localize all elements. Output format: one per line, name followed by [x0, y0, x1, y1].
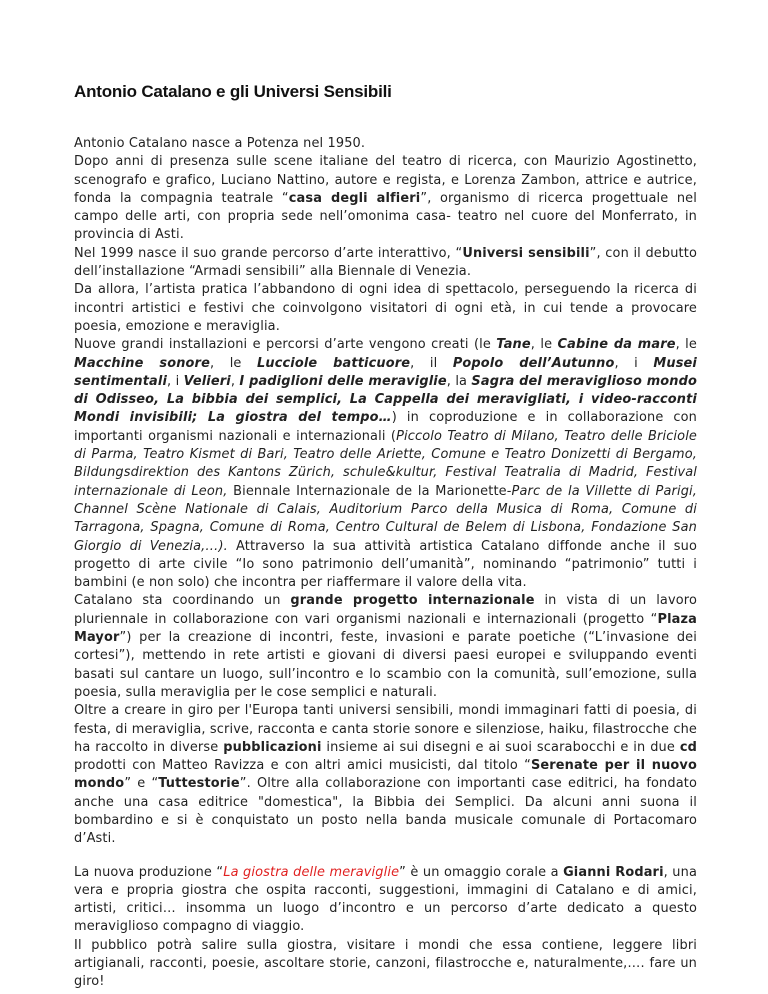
work-title: Lucciole batticuore: [257, 355, 411, 371]
partners-list: Piccolo Teatro di Milano, Teatro delle Briciole di Parma, Teatro Kismet di Bari, Teatro delle Ariette, Comune e Teatro Donizetti di Bergamo, Bildungsdirektion des Kantons Zürich, schule&kultur, Festival Teatralia di Madrid, Festival internazionale di Leon,: [74, 428, 698, 499]
paragraph-company: Dopo anni di presenza sulle scene italiane del teatro di ricerca, con Maurizio Agostinetto, scenografo e grafico, Luciano Nattino, autore e regista, e Lorenza Zambon, attrice e autrice, fonda la compagnia teatrale “casa degli alfieri”, organismo di ricerca progettuale nel campo delle arti, con propria sede nell’omonima casa- teatro nel cuore del Monferrato, in provincia di Asti.: [74, 154, 697, 243]
work-title: Sagra del meraviglioso mondo di Odisseo, La bibbia dei semplici, La Cappella dei meravigliati, i video-racconti Mondi invisibili; La giostra del tempo…: [74, 373, 698, 426]
highlight: pubblicazioni: [223, 739, 322, 755]
production-title: La giostra delle meraviglie: [223, 864, 400, 880]
cd-title: Tuttestorie: [158, 776, 240, 792]
work-title: I padiglioni delle meraviglie: [239, 373, 447, 389]
paragraph-installations: Nuove grandi installazioni e percorsi d’arte vengono creati (le Tane, le Cabine da mare, le Macchine sonore, le Lucciole batticuore, il Popolo dell’Autunno, i Musei sentimentali, i Velieri, I padiglioni delle meraviglie, la Sagra del meraviglioso mondo di Odisseo, La bibbia dei semplici, La Cappella dei meravigliati, i video-racconti Mondi invisibili; La giostra del tempo…) in coproduzione e in collaborazione con importanti organismi nazionali e internazionali (Piccolo Teatro di Milano, Teatro delle Briciole di Parma, Teatro Kismet di Bari, Teatro delle Ariette, Comune e Teatro Donizetti di Bergamo, Bildungsdirektion des Kantons Zürich, schule&kultur, Festival Teatralia di Madrid, Festival internazionale di Leon, Biennale Internazionale de la Marionette-Parc de la Villette di Parigi, Channel Scène Nationale di Calais, Auditorium Parco della Musica di Roma, Comune di Tarragona, Spagna, Comune di Roma, Centro Cultural de Belem di Lisbona, Fondazione San Giorgio di Venezia,…). Attraverso la sua attività artistica Catalano diffonde anche il suo progetto di arte civile “Io sono patrimonio dell’umanità”, nominando “patrimonio” tutti i bambini (e non solo) che incontra per riaffermare il valore della vita.: [74, 337, 698, 591]
paragraph-closing: Il pubblico potrà salire sulla giostra, visitare i mondi che essa contiene, leggere libri artigianali, racconti, poesie, ascoltare storie, canzoni, filastrocche e, naturalmente,…. fare un giro!: [74, 937, 697, 990]
cd-title: Serenate per il nuovo mondo: [74, 758, 697, 792]
document-body: [74, 135, 697, 992]
project-name: Plaza Mayor: [74, 611, 697, 646]
paragraph-spacer: [74, 849, 697, 864]
work-title: Cabine da mare: [557, 337, 676, 353]
work-title: Macchine sonore: [74, 355, 210, 371]
project-name: Universi sensibili: [462, 245, 590, 261]
paragraph-international-project: Catalano sta coordinando un grande progetto internazionale in vista di un lavoro pluriennale in collaborazione con vari organismi nazionali e internazionali (progetto “Plaza Mayor”) per la creazione di incontri, feste, invasioni e parate poetiche (“L’invasione dei cortesi”), mettendo in rete artisti e giovani di diversi paesi europei e sviluppando eventi basati sul cantare un luogo, sull’incontro e lo scambio con la comunità, sull’emozione, sulla poesia, sulla meraviglia per le cose semplici e naturali.: [74, 593, 697, 700]
partners-list: Parc de la Villette di Parigi, Channel Scène Nationale di Calais, Auditorium Parco della Musica di Roma, Comune di Tarragona, Spagna, Comune di Roma, Centro Cultural de Belem di Lisbona, Fondazione San Giorgio di Venezia,…).: [74, 483, 698, 554]
paragraph-research: Da allora, l’artista pratica l’abbandono di ogni idea di spettacolo, perseguendo la ricerca di incontri artistici e festivi che coinvolgono visitatori di ogni età, in cui tende a provocare poesia, emozione e meraviglia.: [74, 282, 697, 334]
work-title: Musei sentimentali: [74, 355, 697, 389]
highlight: cd: [679, 739, 697, 755]
paragraph-publications: Oltre a creare in giro per l'Europa tanti universi sensibili, mondi immaginari fatti di poesia, di festa, di meraviglia, scrive, racconta e canta storie sonore e silenziose, haiku, filastrocche che ha raccolto in diverse pubblicazioni insieme ai sui disegni e ai suoi scarabocchi e in due cd prodotti con Matteo Ravizza e con altri amici musicisti, dal titolo “Serenate per il nuovo mondo” e “Tuttestorie”. Oltre alla collaborazione con importanti case editrici, ha fondato anche una casa editrice "domestica", la Bibbia dei Semplici. Da alcuni anni suona il bombardino e si è conquistato un posto nella banda musicale comunale di Portacomaro d’Asti.: [74, 703, 697, 847]
page-title: Antonio Catalano e gli Universi Sensibili: [74, 82, 392, 101]
paragraph-universi: Nel 1999 nasce il suo grande percorso d’arte interattivo, “Universi sensibili”, con il debutto dell’installazione “Armadi sensibili” alla Biennale di Venezia.: [74, 245, 697, 280]
work-title: Popolo dell’Autunno: [452, 355, 615, 371]
dedicatee-name: Gianni Rodari: [563, 864, 664, 880]
paragraph-new-production: La nuova produzione “La giostra delle meraviglie” è un omaggio corale a Gianni Rodari, una vera e propria giostra che ospita racconti, suggestioni, immagini di Catalano e di amici, artisti, critici… insomma un luogo d’incontro e un percorso d’arte dedicato a questo meraviglioso compagno di viaggio.: [74, 864, 697, 935]
paragraph-birth: Antonio Catalano nasce a Potenza nel 1950.: [74, 136, 366, 151]
work-title: Velieri: [183, 373, 231, 389]
highlight: grande progetto internazionale: [290, 593, 535, 609]
company-name: casa degli alfieri: [288, 190, 421, 206]
work-title: Tane: [496, 337, 531, 353]
